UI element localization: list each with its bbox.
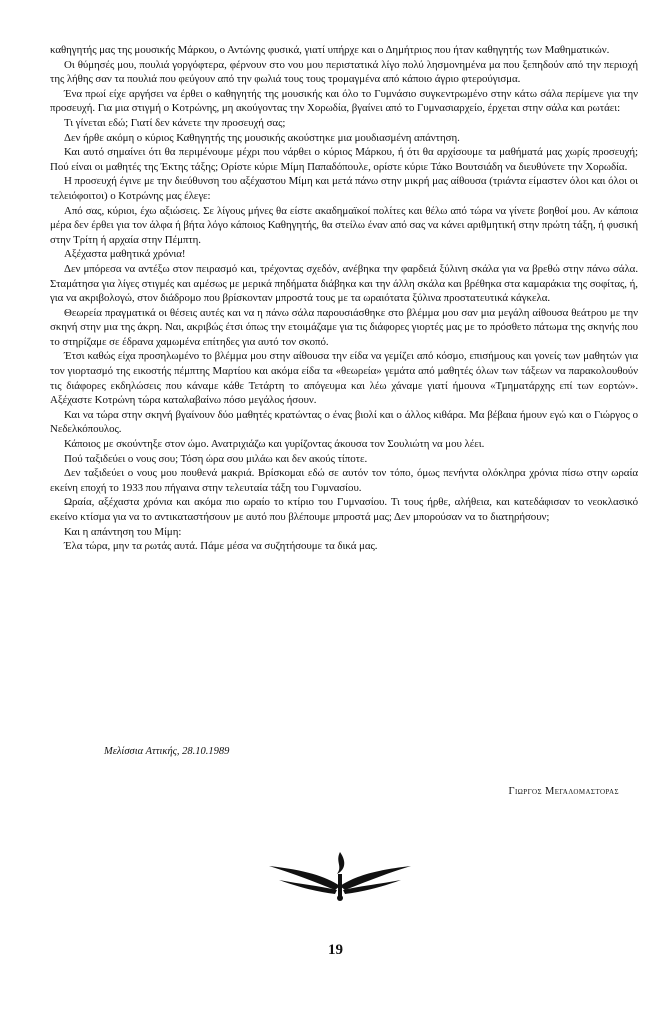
- paragraph: Έλα τώρα, μην τα ρωτάς αυτά. Πάμε μέσα να συζητήσουμε τα δικά μας.: [64, 540, 378, 553]
- paragraph: Δεν ήρθε ακόμη ο κύριος Καθηγητής της μουσικής ακούστηκε μια μουδιασμένη απάντηση.: [64, 131, 460, 144]
- paragraph: Έτσι καθώς είχα προσηλωμένο το βλέμμα μου στην αίθουσα την είδα να γεμίζει από κόσμο, επισήμους και γονείς των μαθητών για τον γιορτασμό της εικοστής πέμπτης Μαρτίου και ακόμα είδα τα «θεωρεία» γεμάτα από μαθητές όλων των τάξεων να παρακολουθούν τις διάφορες εκδηλώσεις που κάναμε κάθε Τετάρτη το απόγευμα και λέω χάναμε γιατί ήμουνα «Τμηματάρχης επί των εορτών». Αξέχαστε Κοτρώνη τώρα καταλαβαίνω πόσο μεγάλος ήσουν.: [50, 350, 638, 407]
- winged-torch-ornament-icon: [265, 846, 415, 906]
- place-date: Μελίσσια Αττικής, 28.10.1989: [104, 746, 230, 757]
- paragraph: Από σας, κύριοι, έχω αξιώσεις. Σε λίγους μήνες θα είστε ακαδημαϊκοί πολίτες και θέλω από τώρα να γίνετε βοηθοί μου. Αν κάποια μέρα δεν έρθει για τον άλφα ή βήτα λόγο κάποιος Καθηγητής, θα στείλω έναν από σας να κάνει αριθμητική στην πρώτη τάξη, ή φυσική στην Τρίτη ή αρχαία στην Πέμπτη.: [50, 204, 638, 246]
- paragraph: Δεν μπόρεσα να αντέξω στον πειρασμό και, τρέχοντας σχεδόν, ανέβηκα την φαρδειά ξύλινη σκάλα για να βρεθώ στην πάνω σάλα. Σταμάτησα για λίγες στιγμές και αμέσως με μερικά πηδήματα διάβηκα και την άλλη σκάλα και βρέθηκα στα καμαράκια της σοφίτας, ή, για να ακριβολογώ, στον διάδρομο που βρίσκονταν μπροστά τους με τα ωραιότατα ξύλινα προστατευτικά κάγκελα.: [50, 262, 638, 305]
- paragraph: Τι γίνεται εδώ; Γιατί δεν κάνετε την προσευχή σας;: [64, 116, 286, 129]
- paragraph: Δεν ταξιδεύει ο νους μου πουθενά μακριά. Βρίσκομαι εδώ σε αυτόν τον τόπο, όμως πενήντα ολόκληρα χρόνια πίσω στην ωραία εκείνη εποχή το 1933 που πήγαινα στην τελευταία τάξη του Γυμνασίου.: [50, 467, 638, 494]
- paragraph: Οι θύμησές μου, πουλιά γοργόφτερα, φέρνουν στο νου μου περιστατικά λίγο πολύ λησμονημένα μα που ξεπηδούν από την περιοχή της λήθης σαν τα πουλιά που φεύγουν από την φωλιά τους τους τρομαγμένα από κάποιο άγριο φτερούγισμα.: [50, 58, 638, 86]
- paragraph: καθηγητής μας της μουσικής Μάρκου, ο Αντώνης φυσικά, γιατί υπήρχε και ο Δημήτριος που ήταν καθηγητής των Μαθηματικών.: [50, 44, 610, 56]
- paragraph: Και αυτό σημαίνει ότι θα περιμένουμε μέχρι που νάρθει ο κύριος Μάρκου, ή ότι θα αρχίσουμε τα μαθήματά μας χωρίς προσευχή; Πού είναι οι μαθητές της Έκτης τάξης; Ορίστε κύριε Μίμη Παπαδόπουλε, ορίστε κύριε Τάκο Βουτσιάδη να διευθύνετε την Χορωδία.: [50, 146, 638, 173]
- paragraph: Αξέχαστα μαθητικά χρόνια!: [64, 248, 186, 261]
- paragraph: Και να τώρα στην σκηνή βγαίνουν δύο μαθητές κρατώντας ο ένας βιολί και ο άλλος κιθάρα. Μα βέβαια ήμουν εγώ και ο Γιώργος ο Νεδελκόπουλος.: [50, 408, 638, 436]
- page-number: 19: [328, 942, 343, 958]
- paragraph: Κάποιος με σκούντηξε στον ώμο. Ανατριχιάζω και γυρίζοντας άκουσα τον Σουλιώτη να μου λέει.: [64, 438, 485, 451]
- paragraph: Πού ταξιδεύει ο νους σου; Τόση ώρα σου μιλάω και δεν ακούς τίποτε.: [64, 452, 368, 465]
- paragraph: Και η απάντηση του Μίμη:: [64, 525, 182, 538]
- paragraph: Η προσευχή έγινε με την διεύθυνση του αξέχαστου Μίμη και μετά πάνω στην μικρή μας αίθουσα (τριάντα είμαστεν όλοι και όλοι οι τελειόφοιτοι) ο Κοτρώνης μας έλεγε:: [50, 175, 638, 202]
- author-signature: Γιωργος Μεγαλομαστορας: [508, 786, 619, 797]
- body-text: [50, 43, 638, 554]
- paragraph: Ένα πρωί είχε αργήσει να έρθει ο καθηγητής της μουσικής και όλο το Γυμνάσιο συγκεντρωμένο στην κάτω σάλα περίμενε για την προσευχή. Για μια στιγμή ο Κοτρώνης, μη ακούγοντας την Χορωδία, βγαίνει από το Γυμνασιαρχείο, έρχεται στην σάλα και ρωτάει:: [50, 87, 638, 115]
- paragraph: Ωραία, αξέχαστα χρόνια και ακόμα πιο ωραίο το κτίριο του Γυμνασίου. Τι τους ήρθε, αλήθεια, και κατεδάφισαν το νεοκλασικό εκείνο κτίσμα για να το αντικαταστήσουν με αυτό που βλέπουμε μπροστά μας; Δεν μπορούσαν να το διατηρήσουν;: [50, 496, 638, 523]
- paragraph: Θεωρεία πραγματικά οι θέσεις αυτές και να η πάνω σάλα παρουσιάσθηκε στο βλέμμα μου σαν μια μεγάλη αίθουσα θεάτρου με την σκηνή στην μια της άκρη. Ναι, ακριβώς έτσι όπως την ετοιμάζαμε για τις διάφορες γιορτές μας με το πρόσθετο πάτωμα της σκηνής που το στηρίζαμε σε έδρανα χαμωμένα επίτηδες για αυτό τον σκοπό.: [50, 306, 638, 348]
